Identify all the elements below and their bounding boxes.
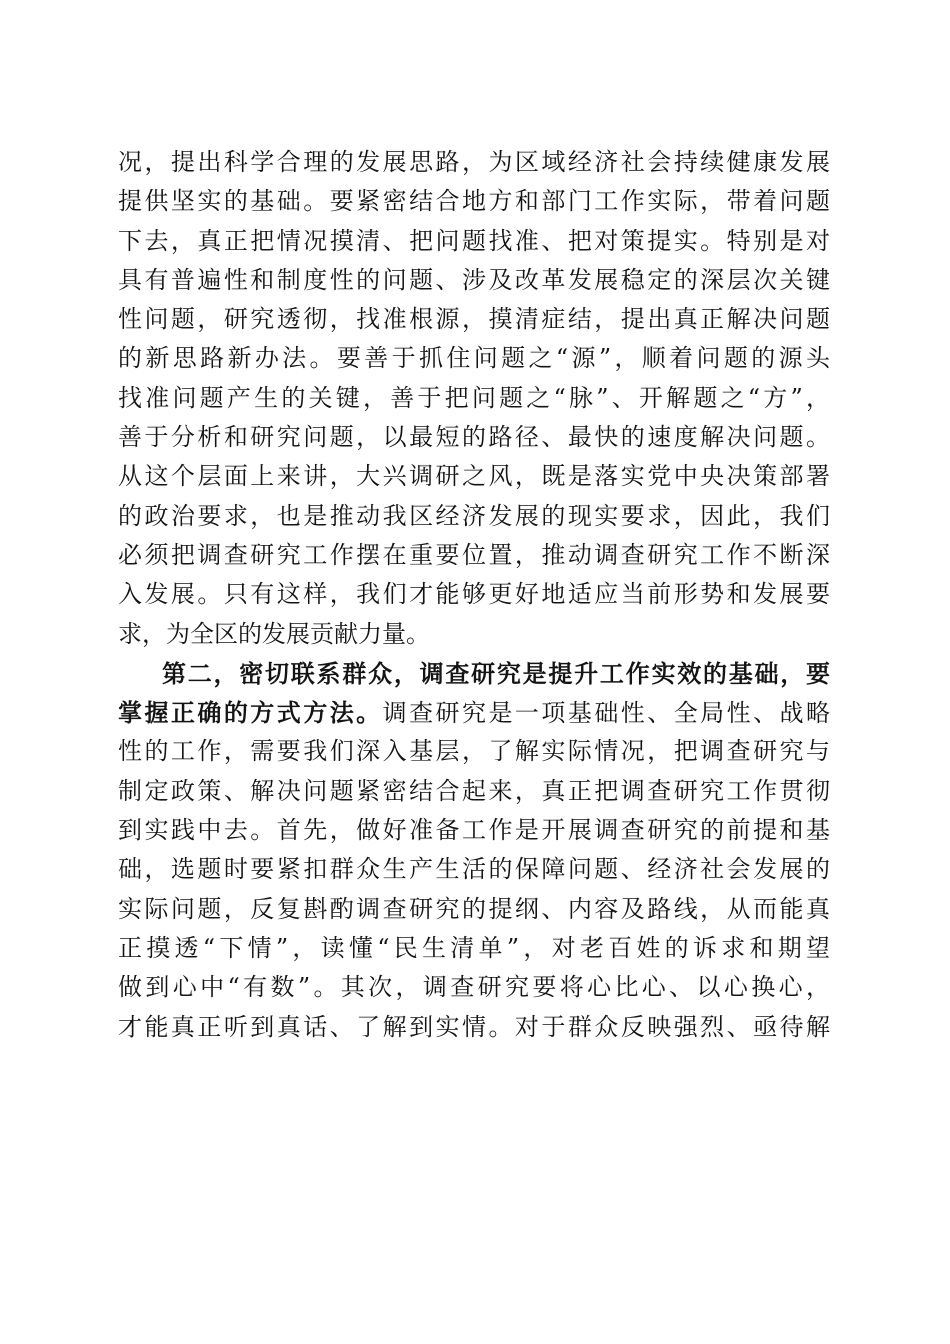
text-line: 善于分析和研究问题，以最短的路径、最快的速度解决问题。	[118, 423, 830, 452]
text-line: 性问题，研究透彻，找准根源，摸清症结，提出真正解决问题	[118, 305, 830, 334]
text-line: 下去，真正把情况摸清、把问题找准、把对策提实。特别是对	[118, 226, 830, 255]
text-line	[118, 693, 830, 732]
text-line: 础，选题时要紧扣群众生产生活的保障问题、经济社会发展的	[118, 855, 830, 884]
text-line: 找准问题产生的关键，善于把问题之“脉”、开解题之“方”，	[118, 383, 830, 412]
text-line: 具有普遍性和制度性的问题、涉及改革发展稳定的深层次关键	[118, 265, 830, 294]
text-line: 才能真正听到真话、了解到实情。对于群众反映强烈、亟待解	[118, 1012, 830, 1041]
text-segment: 调查研究是一项基础性、全局性、战略	[382, 699, 831, 728]
text-line: 制定政策、解决问题紧密结合起来，真正把调查研究工作贯彻	[118, 776, 830, 805]
paragraph-1	[118, 143, 830, 654]
text-line: 实际问题，反复斟酌调查研究的提纲、内容及路线，从而能真	[118, 894, 830, 923]
text-line: 况，提出科学合理的发展思路，为区域经济社会持续健康发展	[118, 148, 830, 176]
text-line: 到实践中去。首先，做好准备工作是开展调查研究的前提和基	[118, 816, 830, 845]
paragraph-2	[118, 654, 830, 1047]
text-line: 的政治要求，也是推动我区经济发展的现实要求，因此，我们	[118, 501, 830, 530]
text-line: 入发展。只有这样，我们才能够更好地适应当前形势和发展要	[118, 580, 830, 609]
document-page	[118, 143, 830, 1047]
text-line: 性的工作，需要我们深入基层，了解实际情况，把调查研究与	[118, 737, 830, 766]
text-line: 提供坚实的基础。要紧密结合地方和部门工作实际，带着问题	[118, 187, 830, 216]
section-heading-continued: 掌握正确的方式方法。	[118, 698, 383, 728]
text-line: 从这个层面上来讲，大兴调研之风，既是落实党中央决策部署	[118, 462, 830, 491]
text-line: 正摸透“下情”，读懂“民生清单”，对老百姓的诉求和期望	[118, 933, 830, 962]
text-line: 做到心中“有数”。其次，调查研究要将心比心、以心换心，	[118, 973, 830, 1002]
text-line: 的新思路新办法。要善于抓住问题之“源”，顺着问题的源头	[118, 344, 830, 373]
text-line: 必须把调查研究工作摆在重要位置，推动调查研究工作不断深	[118, 540, 830, 569]
text-line: 求，为全区的发展贡献力量。	[118, 619, 430, 648]
section-heading: 第二，密切联系群众，调查研究是提升工作实效的基础，要	[162, 658, 830, 688]
